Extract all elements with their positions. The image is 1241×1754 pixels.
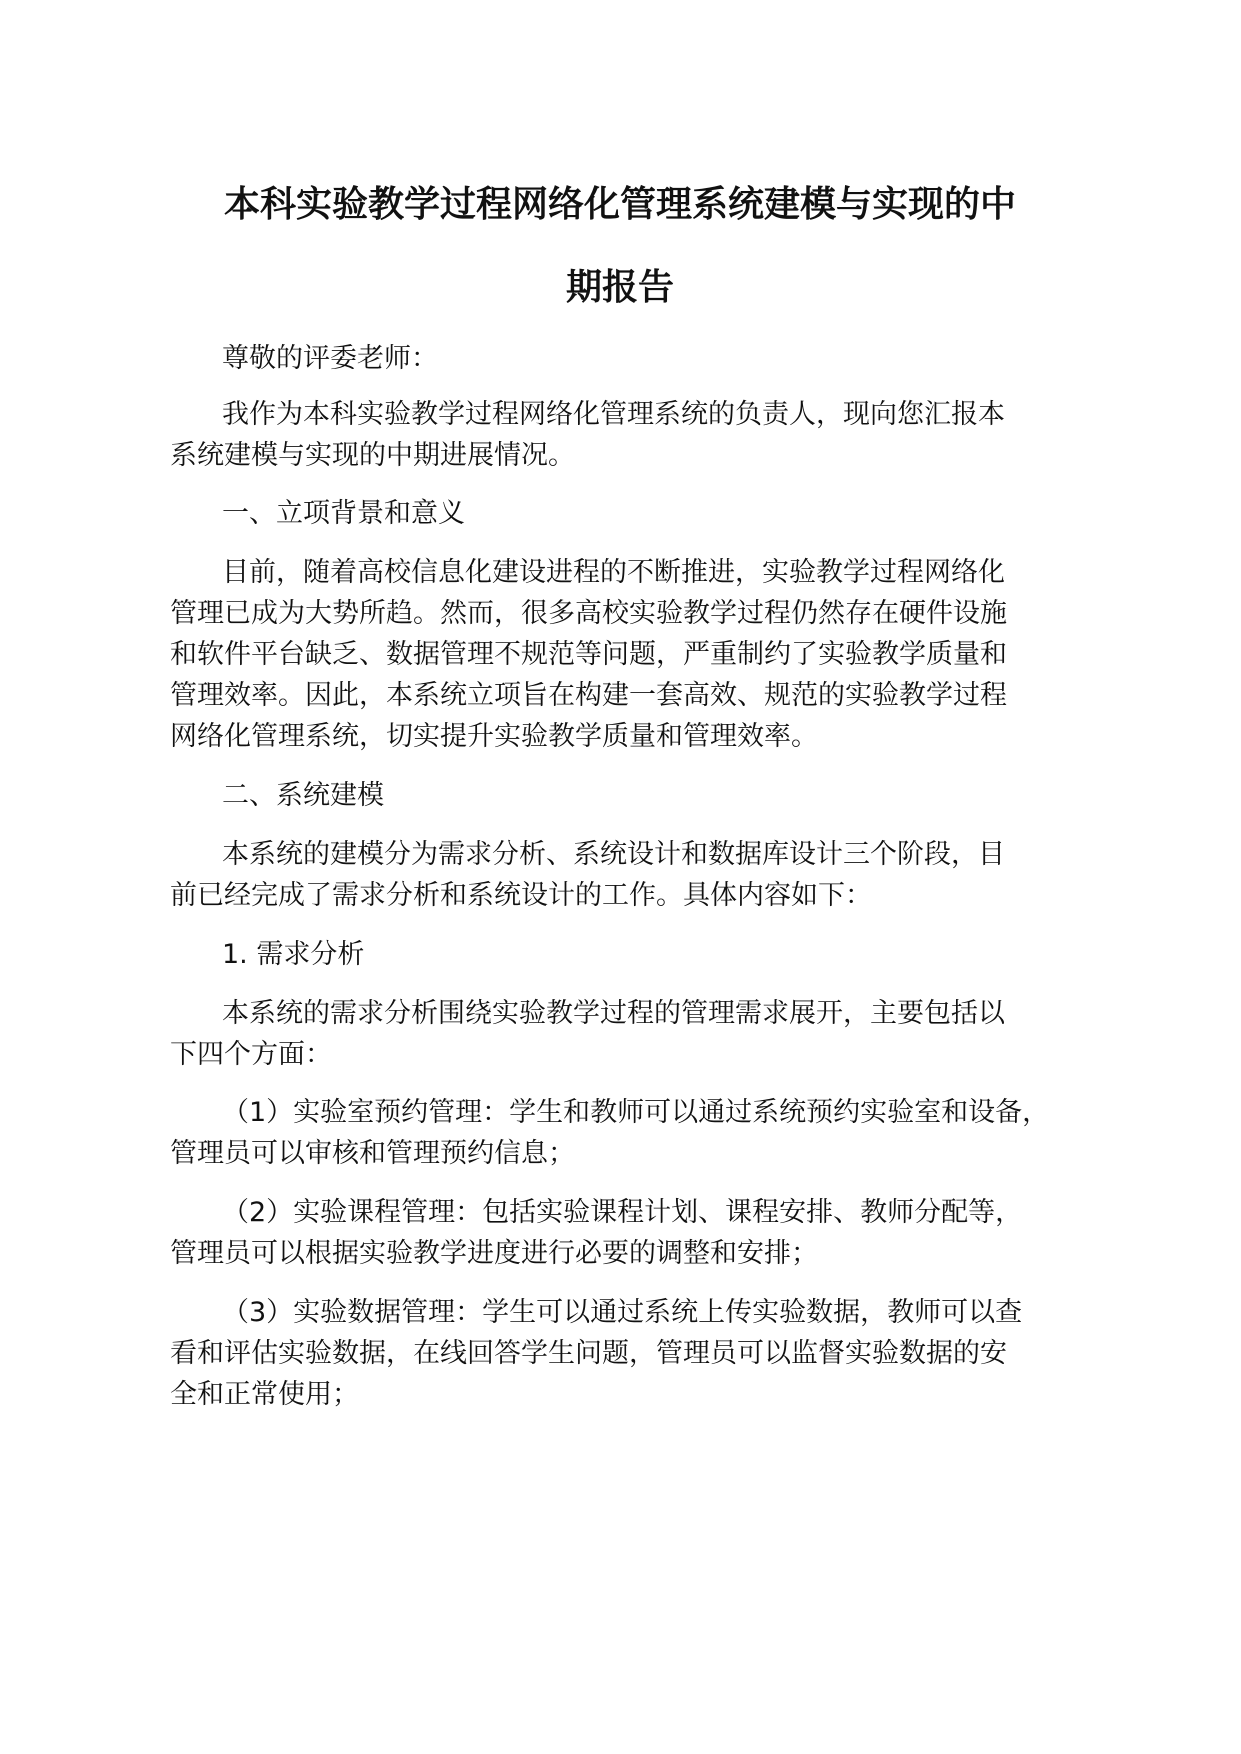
- item-2-line-1: （2）实验课程管理：包括实验课程计划、课程安排、教师分配等，: [222, 1197, 1023, 1228]
- item-3-line-2: 看和评估实验数据，在线回答学生问题，管理员可以监督实验数据的安: [170, 1338, 1007, 1369]
- subsection-1-heading: 1. 需求分析: [222, 939, 365, 970]
- subsection-1-line-1: 本系统的需求分析围绕实验教学过程的管理需求展开，主要包括以: [222, 998, 1005, 1029]
- section-1-line-3: 和软件平台缺乏、数据管理不规范等问题，严重制约了实验教学质量和: [170, 639, 1007, 670]
- section-2-heading: 二、系统建模: [222, 780, 384, 811]
- item-3-line-3: 全和正常使用；: [170, 1379, 359, 1410]
- salutation: 尊敬的评委老师：: [222, 343, 438, 374]
- section-1-line-5: 网络化管理系统，切实提升实验教学质量和管理效率。: [170, 721, 818, 752]
- section-2-line-2: 前已经完成了需求分析和系统设计的工作。具体内容如下：: [170, 880, 872, 911]
- section-1-line-4: 管理效率。因此，本系统立项旨在构建一套高效、规范的实验教学过程: [170, 680, 1007, 711]
- intro-line-2: 系统建模与实现的中期进展情况。: [170, 440, 575, 471]
- section-2-line-1: 本系统的建模分为需求分析、系统设计和数据库设计三个阶段，目: [222, 839, 1005, 870]
- item-1-line-2: 管理员可以审核和管理预约信息；: [170, 1138, 575, 1169]
- document-title-line-1: 本科实验教学过程网络化管理系统建模与实现的中: [223, 184, 1016, 225]
- item-1-line-1: （1）实验室预约管理：学生和教师可以通过系统预约实验室和设备，: [222, 1097, 1050, 1128]
- document-title-line-2: 期报告: [565, 267, 674, 308]
- item-3-line-1: （3）实验数据管理：学生可以通过系统上传实验数据，教师可以查: [222, 1297, 1023, 1328]
- subsection-1-line-2: 下四个方面：: [170, 1039, 332, 1070]
- section-1-line-1: 目前，随着高校信息化建设进程的不断推进，实验教学过程网络化: [222, 557, 1005, 588]
- item-2-line-2: 管理员可以根据实验教学进度进行必要的调整和安排；: [170, 1238, 818, 1269]
- intro-line-1: 我作为本科实验教学过程网络化管理系统的负责人，现向您汇报本: [222, 399, 1005, 430]
- section-1-line-2: 管理已成为大势所趋。然而，很多高校实验教学过程仍然存在硬件设施: [170, 598, 1007, 629]
- section-1-heading: 一、立项背景和意义: [222, 498, 465, 529]
